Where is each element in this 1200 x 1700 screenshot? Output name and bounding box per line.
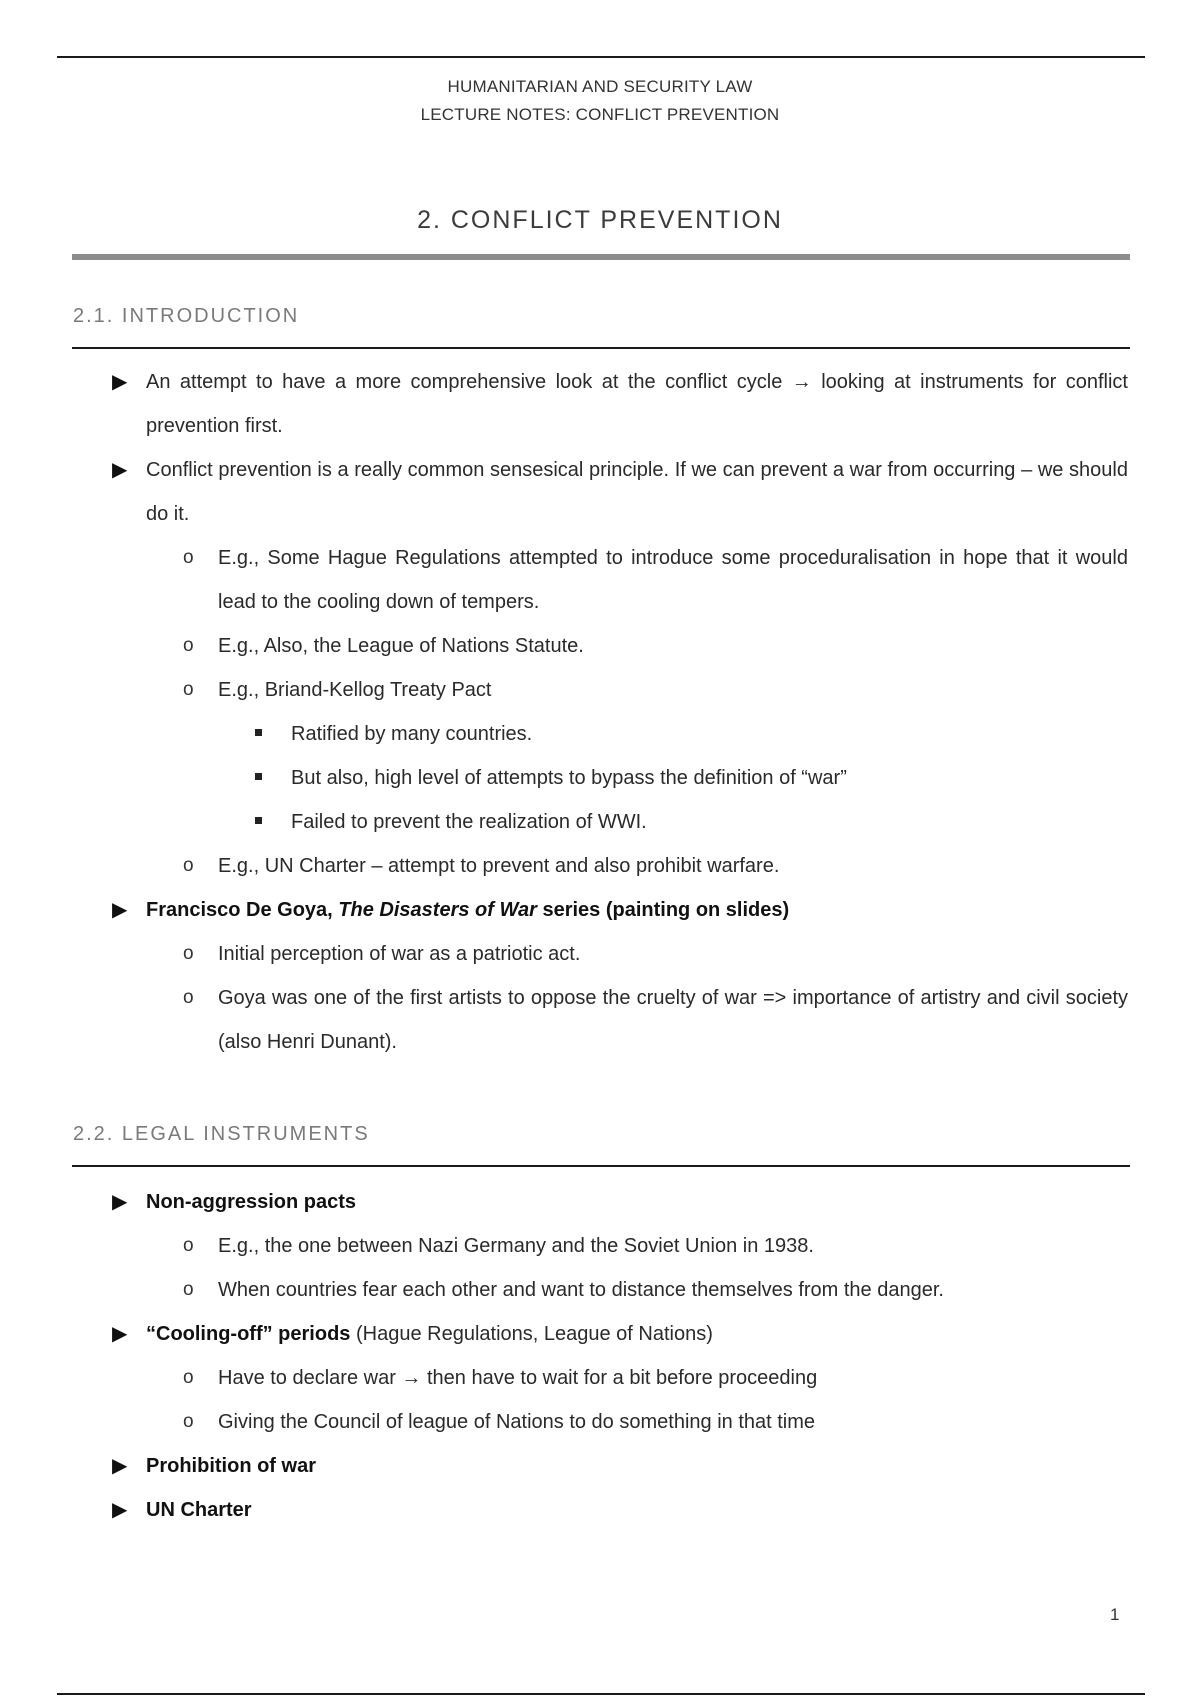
artwork-title: The Disasters of War <box>338 899 537 921</box>
triangle-bullet-icon: ▶ <box>112 1499 128 1521</box>
list-item-text: Have to declare war → then have to wait for a bit before proceeding <box>218 1367 818 1389</box>
circle-bullet-icon: o <box>183 679 194 700</box>
list-item <box>0 1180 1200 1224</box>
page-header <box>0 73 1200 129</box>
list-item <box>0 1400 1200 1444</box>
list-item-text: Conflict prevention is a really common sensesical principle. If we can prevent a war from occurring – we should do it. <box>146 459 1128 525</box>
circle-bullet-icon: o <box>183 635 194 656</box>
list-item-text: When countries fear each other and want to distance themselves from the danger. <box>218 1279 944 1301</box>
list-item <box>0 888 1200 932</box>
list-item <box>0 360 1200 448</box>
circle-bullet-icon: o <box>183 1367 194 1388</box>
list-item <box>0 668 1200 712</box>
list-item <box>0 1224 1200 1268</box>
circle-bullet-icon: o <box>183 1411 194 1432</box>
square-bullet-icon <box>255 817 262 824</box>
circle-bullet-icon: o <box>183 547 194 568</box>
square-bullet-icon <box>255 729 262 736</box>
header-top-rule <box>57 56 1145 58</box>
list-item-text-bold: “Cooling-off” periods <box>146 1323 351 1345</box>
list-item-text-bold: Non-aggression pacts <box>146 1191 357 1213</box>
list-item-text: But also, high level of attempts to bypass the definition of “war” <box>291 767 847 789</box>
list-item <box>0 1444 1200 1488</box>
list-item <box>0 1488 1200 1532</box>
list-item-text: E.g., Briand-Kellog Treaty Pact <box>218 679 492 701</box>
list-item <box>0 800 1200 844</box>
circle-bullet-icon: o <box>183 1279 194 1300</box>
list-item <box>0 624 1200 668</box>
chapter-title-underline <box>72 254 1130 260</box>
list-item <box>0 1268 1200 1312</box>
list-item-text-bold: UN Charter <box>146 1499 252 1521</box>
list-item-text: Failed to prevent the realization of WWI. <box>291 811 647 833</box>
page-number: 1 <box>1110 1605 1120 1624</box>
list-item-text: Goya was one of the first artists to oppose the cruelty of war => importance of artistry and civil society (also Henri Dunant). <box>218 987 1128 1053</box>
introduction-list <box>0 360 1200 1064</box>
triangle-bullet-icon: ▶ <box>112 459 128 481</box>
list-item-text-bold: series (painting on slides) <box>536 899 790 921</box>
header-course-title: HUMANITARIAN AND SECURITY LAW <box>447 77 753 96</box>
chapter-title: 2. CONFLICT PREVENTION <box>417 206 783 234</box>
list-item-text: E.g., Some Hague Regulations attempted to introduce some proceduralisation in hope that it would lead to the cooling down of tempers. <box>218 547 1128 613</box>
triangle-bullet-icon: ▶ <box>112 1323 128 1345</box>
square-bullet-icon <box>255 773 262 780</box>
circle-bullet-icon: o <box>183 855 194 876</box>
list-item <box>0 844 1200 888</box>
triangle-bullet-icon: ▶ <box>112 1191 128 1213</box>
list-item-text-bold: Prohibition of war <box>146 1455 316 1477</box>
list-item <box>0 932 1200 976</box>
list-item-text: E.g., Also, the League of Nations Statute. <box>218 635 584 657</box>
section-heading-introduction: 2.1. INTRODUCTION <box>73 305 300 327</box>
list-item <box>0 712 1200 756</box>
list-item-text: Initial perception of war as a patriotic act. <box>218 943 581 965</box>
triangle-bullet-icon: ▶ <box>112 1455 128 1477</box>
list-item-text: E.g., the one between Nazi Germany and the Soviet Union in 1938. <box>218 1235 814 1257</box>
list-item-text: (Hague Regulations, League of Nations) <box>350 1323 713 1345</box>
circle-bullet-icon: o <box>183 943 194 964</box>
section-heading-legal-instruments: 2.2. LEGAL INSTRUMENTS <box>73 1123 370 1145</box>
list-item <box>0 536 1200 624</box>
list-item-text: An attempt to have a more comprehensive look at the conflict cycle → looking at instruments for conflict prevention first. <box>146 371 1128 437</box>
section-rule-introduction <box>72 347 1130 349</box>
footer-bottom-rule <box>57 1693 1145 1695</box>
section-rule-legal-instruments <box>72 1165 1130 1167</box>
legal-instruments-list <box>0 1180 1200 1532</box>
list-item <box>0 1312 1200 1356</box>
circle-bullet-icon: o <box>183 1235 194 1256</box>
list-item <box>0 756 1200 800</box>
list-item-text-bold: Francisco De Goya, <box>146 899 339 921</box>
triangle-bullet-icon: ▶ <box>112 899 128 921</box>
list-item-text: Ratified by many countries. <box>291 723 533 745</box>
list-item-text: E.g., UN Charter – attempt to prevent and also prohibit warfare. <box>218 855 780 877</box>
triangle-bullet-icon: ▶ <box>112 371 128 393</box>
list-item-text: Giving the Council of league of Nations to do something in that time <box>218 1411 816 1433</box>
list-item <box>0 976 1200 1064</box>
header-document-title: LECTURE NOTES: CONFLICT PREVENTION <box>420 105 780 124</box>
list-item <box>0 1356 1200 1400</box>
list-item <box>0 448 1200 536</box>
circle-bullet-icon: o <box>183 987 194 1008</box>
